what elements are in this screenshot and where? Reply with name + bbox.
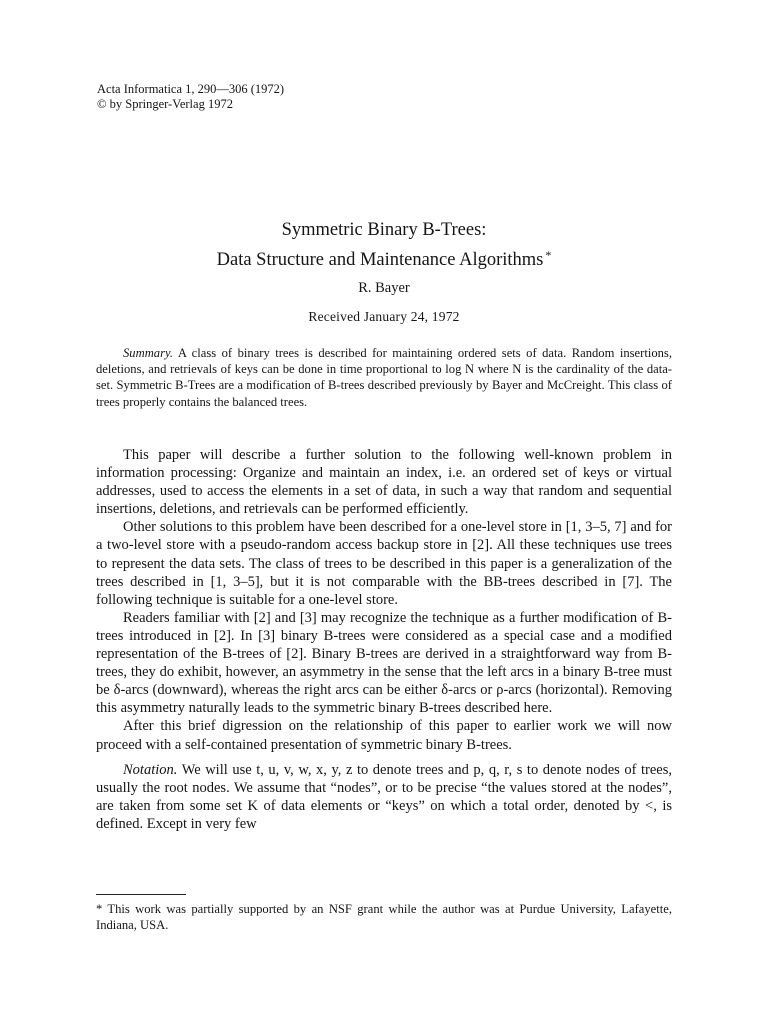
journal-copyright: © by Springer-Verlag 1972 xyxy=(97,97,233,111)
received-date: Received January 24, 1972 xyxy=(308,309,460,324)
paragraph-4: After this brief digression on the relationship of this paper to earlier work we will now proceed with a self-contained presentation of symmetric binary B-trees. xyxy=(96,718,672,753)
body-text xyxy=(96,446,672,833)
journal-header xyxy=(97,82,284,112)
paragraph-1: This paper will describe a further solution to the following well-known problem in information processing: Organize and maintain an index, i.e. an ordered set of keys or virtual addresses, used to access the elements in a set of data, in such a way that random and sequential insertions, deletions, and retrievals can be performed efficiently. xyxy=(96,447,672,518)
paragraph-3: Readers familiar with [2] and [3] may recognize the technique as a further modification of B-trees introduced in [2]. In [3] binary B-trees were considered as a special case and a modified representation of the B-trees of [2]. Binary B-trees are derived in a straightforward way from B-trees, they do exhibit, however, an asymmetry in the sense that the left arcs in a binary B-tree must be δ-arcs (downward), whereas the right arcs can be either δ-arcs or ρ-arcs (horizontal). Removing this asymmetry naturally leads to the symmetric binary B-trees described here. xyxy=(96,609,672,717)
title-line-1: Symmetric Binary B-Trees: xyxy=(281,220,487,240)
summary-text: A class of binary trees is described for maintaining ordered sets of data. Random insertions, deletions, and retrievals of keys can be done in time proportional to log N where N is the cardinality of the data-set. Symmetric B-Trees are a modification of B-trees described previously by Bayer and McCreight. This class of trees properly contains the balanced trees. xyxy=(96,346,672,409)
notation-label: Notation. xyxy=(123,761,178,778)
title-line-2 xyxy=(0,243,768,273)
paragraph-5-text: We will use t, u, v, w, x, y, z to denote trees and p, q, r, s to denote nodes of trees, usually the root nodes. We assume that “nodes”, or to be precise “the values stored at the nodes”, are taken from some set K of data elements or “keys” on which a total order, denoted by <, is defined. Except in very few xyxy=(96,761,672,832)
paragraph-5 xyxy=(96,761,672,833)
journal-citation: Acta Informatica 1, 290—306 (1972) xyxy=(97,82,285,96)
summary-abstract xyxy=(96,345,672,410)
paper-title xyxy=(0,218,768,273)
footnote: * This work was partially supported by an NSF grant while the author was at Purdue University, Lafayette, Indiana, USA. xyxy=(96,902,672,932)
footnote-divider xyxy=(96,894,186,895)
title-footnote-marker: * xyxy=(545,248,552,262)
paragraph-2: Other solutions to this problem have been described for a one-level store in [1, 3–5, 7] and for a two-level store with a pseudo-random access backup store in [2]. All these techniques use trees to represent the data sets. The class of trees to be described in this paper is a generalization of the trees described in [1, 3–5], but it is not comparable with the BB-trees described in [7]. The following technique is suitable for a one-level store. xyxy=(96,519,672,608)
title-line-2-text: Data Structure and Maintenance Algorithms xyxy=(216,250,544,270)
summary-label: Summary. xyxy=(123,346,174,360)
author-name: R. Bayer xyxy=(358,280,410,296)
